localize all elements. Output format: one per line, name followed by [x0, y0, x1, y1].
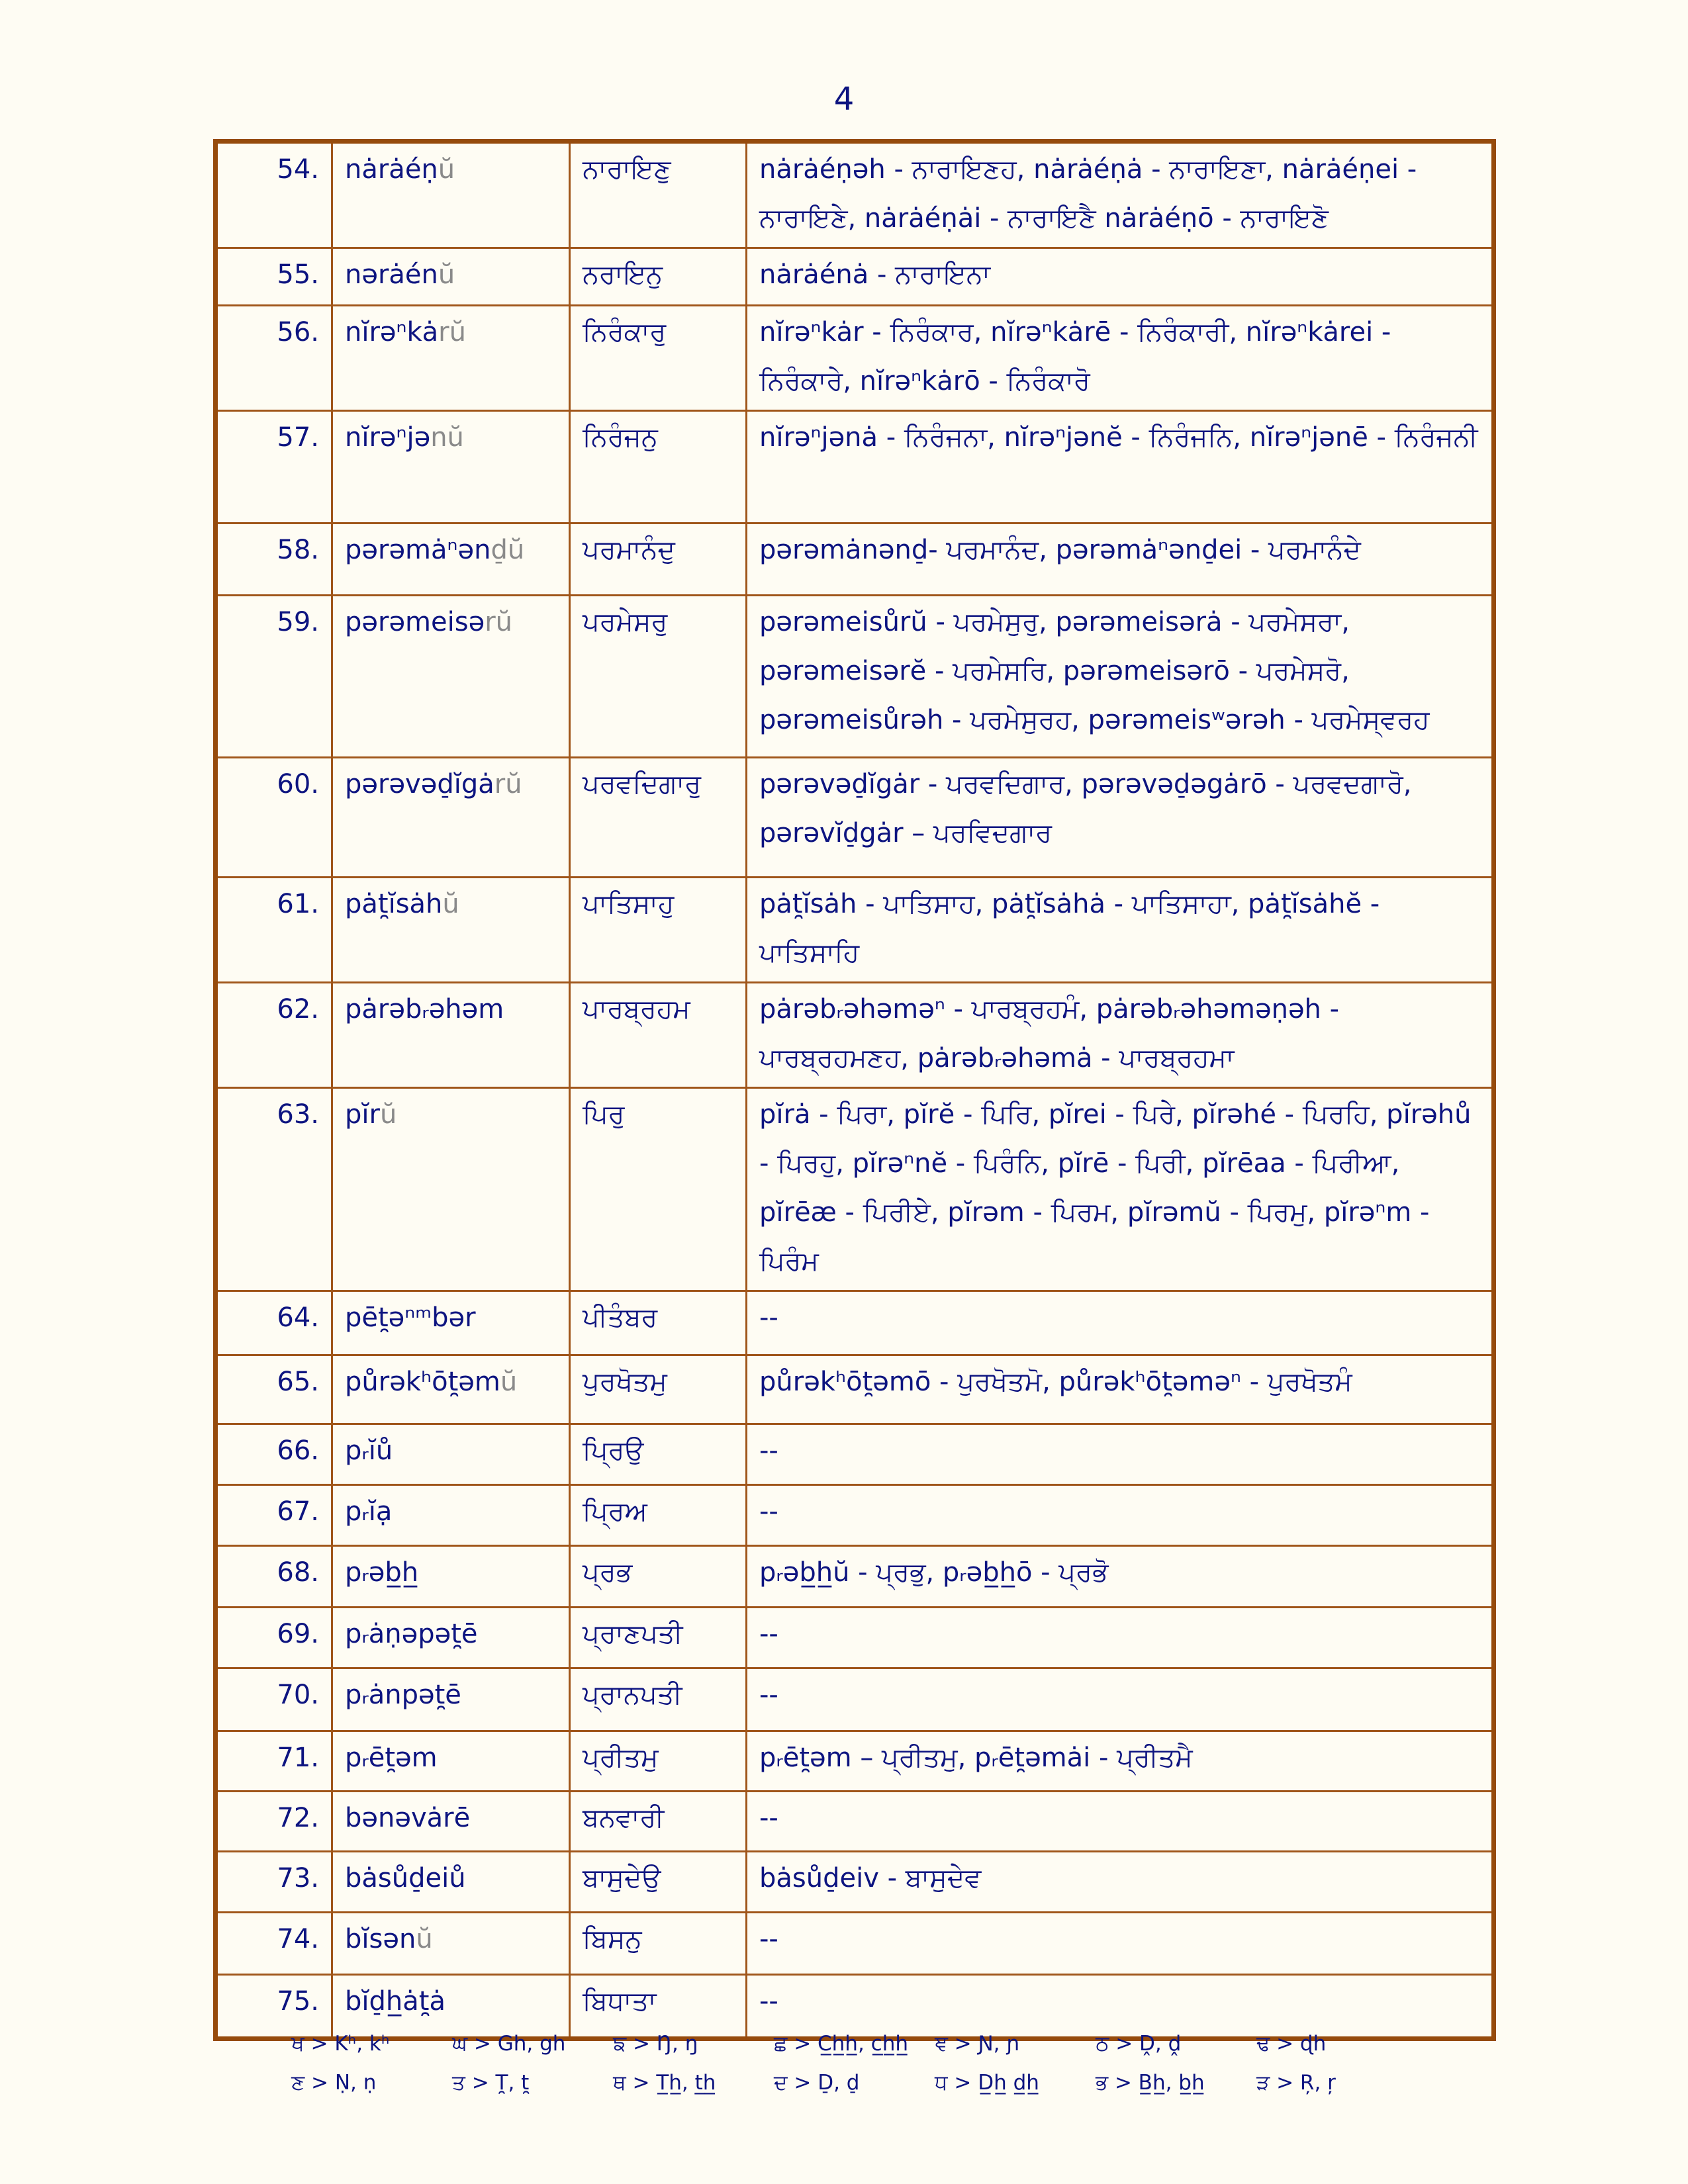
inflected-forms: půrəkʰōt̯əmō - ਪੁਰਖੋਤਮੋ, půrəkʰōt̯əməⁿ - ਪੁਰਖੋਤਮੰ [747, 1355, 1494, 1424]
romanized-ending: d̠ŭ [491, 535, 525, 565]
romanized-term [332, 1668, 570, 1731]
entry-number: 70. [216, 1668, 332, 1731]
inflected-forms: nĭrəⁿjənȧ - ਨਿਰੰਜਨਾ, nĭrəⁿjənĕ - ਨਿਰੰਜਨਿ, nĭrəⁿjənē - ਨਿਰੰਜਨੀ [747, 411, 1494, 523]
romanized-ending: nŭ [430, 422, 464, 453]
legend-item: ਣ > Ṇ, ṇ [291, 2071, 377, 2095]
romanized-ending: rŭ [494, 769, 522, 799]
romanized-stem: pȧt̯ĭsȧh [345, 889, 443, 919]
gurmukhi-term: ਪ੍ਰਾਣਪਤੀ [570, 1608, 747, 1668]
romanized-term [332, 1424, 570, 1485]
romanized-term [332, 1291, 570, 1355]
romanized-term [332, 1608, 570, 1668]
table-row [216, 142, 1494, 248]
gurmukhi-term: ਪਰਮਾਨੰਦੁ [570, 523, 747, 596]
gurmukhi-term: ਨਰਾਇਨੁ [570, 248, 747, 306]
inflected-forms: pᵣəb̲h̲ŭ - ਪ੍ਰਭੁ, pᵣəb̲h̲ō - ਪ੍ਰਭੋ [747, 1546, 1494, 1608]
table-row [216, 1424, 1494, 1485]
legend-item: ਤ > T̯, t̯ [452, 2071, 530, 2095]
inflected-forms: -- [747, 1975, 1494, 2039]
romanized-stem: půrəkʰōt̯əm [345, 1367, 500, 1397]
romanized-stem: pĭr [345, 1099, 380, 1130]
entry-number: 63. [216, 1088, 332, 1291]
romanized-term [332, 1355, 570, 1424]
romanized-stem: pȧrəbᵣəhəm [345, 994, 504, 1024]
table-row [216, 596, 1494, 758]
gurmukhi-term: ਨਾਰਾਇਣੁ [570, 142, 747, 248]
entry-number: 66. [216, 1424, 332, 1485]
romanized-term [332, 1792, 570, 1852]
entry-number: 59. [216, 596, 332, 758]
legend-item: ਙ > Ŋ, ŋ [613, 2032, 698, 2056]
table-row [216, 248, 1494, 306]
table-row [216, 1546, 1494, 1608]
table-row [216, 1608, 1494, 1668]
inflected-forms: pȧt̯ĭsȧh - ਪਾਤਿਸਾਹ, pȧt̯ĭsȧhȧ - ਪਾਤਿਸਾਹਾ, pȧt̯ĭsȧhĕ - ਪਾਤਿਸਾਹਿ [747, 878, 1494, 983]
romanized-term [332, 523, 570, 596]
romanized-term [332, 1975, 570, 2039]
entry-number: 69. [216, 1608, 332, 1668]
inflected-forms: pərəmeisůrŭ - ਪਰਮੇਸੁਰੁ, pərəmeisərȧ - ਪਰਮੇਸਰਾ, pərəmeisərĕ - ਪਰਮੇਸਰਿ, pərəmeisərō - ਪਰਮੇਸਰੋ, pərəmeisůrəh - ਪਰਮੇਸੁਰਹ, pərəmeisʷərəh - ਪਰਮੇਸ੍ਵਰਹ [747, 596, 1494, 758]
romanized-stem: nĭrəⁿkȧ [345, 317, 439, 347]
table-row [216, 1485, 1494, 1546]
gurmukhi-term: ਪ੍ਰਭ [570, 1546, 747, 1608]
inflected-forms: pərəvəd̠ĭgȧr - ਪਰਵਦਿਗਾਰ, pərəvəd̠əgȧrō - ਪਰਵਦਗਾਰੋ, pərəvĭd̠gȧr – ਪਰਵਿਦਗਾਰ [747, 758, 1494, 878]
entry-number: 72. [216, 1792, 332, 1852]
romanized-term [332, 1731, 570, 1792]
inflected-forms: nĭrəⁿkȧr - ਨਿਰੰਕਾਰ, nĭrəⁿkȧrē - ਨਿਰੰਕਾਰੀ, nĭrəⁿkȧrei - ਨਿਰੰਕਾਰੇ, nĭrəⁿkȧrō - ਨਿਰੰਕਾਰੋ [747, 306, 1494, 411]
table-row [216, 1792, 1494, 1852]
romanized-stem: pᵣȧnpət̯ē [345, 1680, 461, 1710]
table-row [216, 758, 1494, 878]
romanized-stem: nĭrəⁿjə [345, 422, 431, 453]
entry-number: 64. [216, 1291, 332, 1355]
entry-number: 57. [216, 411, 332, 523]
legend-item: ਦ > D̠, d̠ [774, 2071, 860, 2095]
romanized-stem: nȧrȧéṇ [345, 154, 438, 185]
romanized-ending: ŭ [379, 1099, 397, 1130]
legend-item: ੜ > Ŗ, ŗ [1256, 2071, 1336, 2095]
inflected-forms: nȧrȧénȧ - ਨਾਰਾਇਨਾ [747, 248, 1494, 306]
romanized-term [332, 306, 570, 411]
inflected-forms: -- [747, 1291, 1494, 1355]
gurmukhi-term: ਬਾਸੁਦੇਉ [570, 1852, 747, 1913]
gurmukhi-term: ਪ੍ਰੀਤਮੁ [570, 1731, 747, 1792]
gurmukhi-term: ਪ੍ਰਿਅ [570, 1485, 747, 1546]
romanized-stem: pᵣĭů [345, 1435, 393, 1466]
romanized-stem: pᵣȧṇəpət̯ē [345, 1619, 478, 1649]
entry-number: 71. [216, 1731, 332, 1792]
legend-item: ਭ > B̲h̲, b̲h̲ [1096, 2071, 1205, 2095]
romanized-term [332, 1913, 570, 1975]
inflected-forms: -- [747, 1424, 1494, 1485]
gurmukhi-term: ਨਿਰੰਕਾਰੁ [570, 306, 747, 411]
romanized-stem: nərȧén [345, 259, 438, 290]
entry-number: 62. [216, 983, 332, 1088]
romanized-term [332, 758, 570, 878]
romanized-ending: ŭ [438, 259, 455, 290]
page-number: 4 [833, 81, 855, 118]
inflected-forms: pərəmȧnənd̠- ਪਰਮਾਨੰਦ, pərəmȧⁿənd̠ei - ਪਰਮਾਨੰਦੇ [747, 523, 1494, 596]
inflected-forms: -- [747, 1792, 1494, 1852]
table-row [216, 1731, 1494, 1792]
table-row [216, 1668, 1494, 1731]
romanized-stem: bĭd̠h̲ȧt̯ȧ [345, 1986, 445, 2017]
romanized-stem: pᵣəb̲h̲ [345, 1557, 419, 1588]
inflected-forms: -- [747, 1913, 1494, 1975]
romanized-term [332, 1485, 570, 1546]
table-row [216, 878, 1494, 983]
entry-number: 58. [216, 523, 332, 596]
gurmukhi-term: ਬਿਸਨੁ [570, 1913, 747, 1975]
romanized-ending: ŭ [500, 1367, 518, 1397]
romanized-ending: ŭ [416, 1924, 433, 1954]
entry-number: 60. [216, 758, 332, 878]
table-row [216, 1913, 1494, 1975]
gurmukhi-term: ਨਿਰੰਜਨੁ [570, 411, 747, 523]
inflected-forms: -- [747, 1485, 1494, 1546]
romanized-stem: pᵣēt̯əm [345, 1743, 438, 1773]
romanized-term [332, 142, 570, 248]
legend-item: ਢ > ɖh [1256, 2032, 1327, 2056]
entry-number: 75. [216, 1975, 332, 2039]
inflected-forms: pȧrəbᵣəhəməⁿ - ਪਾਰਬ੍ਰਹਮੰ, pȧrəbᵣəhəməṇəh - ਪਾਰਬ੍ਰਹਮਣਹ, pȧrəbᵣəhəmȧ - ਪਾਰਬ੍ਰਹਮਾ [747, 983, 1494, 1088]
table-row [216, 1291, 1494, 1355]
table-row [216, 1088, 1494, 1291]
romanized-stem: pᵣĭạ [345, 1496, 393, 1527]
table-row [216, 1852, 1494, 1913]
romanized-ending: rŭ [485, 607, 512, 637]
romanized-term [332, 983, 570, 1088]
romanized-term [332, 878, 570, 983]
entry-number: 74. [216, 1913, 332, 1975]
romanized-term [332, 248, 570, 306]
legend-item: ਧ > D̲h̲ d̲h̲ [935, 2071, 1039, 2095]
entry-number: 73. [216, 1852, 332, 1913]
gurmukhi-term: ਪੁਰਖੋਤਮੁ [570, 1355, 747, 1424]
legend-item: ਛ > C̲h̲h̲, c̲h̲h̲ [774, 2032, 909, 2056]
gurmukhi-term: ਪਾਤਿਸਾਹੁ [570, 878, 747, 983]
romanized-term [332, 411, 570, 523]
gurmukhi-term: ਪਰਵਦਿਗਾਰੁ [570, 758, 747, 878]
romanized-ending: ŭ [442, 889, 459, 919]
romanized-term [332, 1546, 570, 1608]
glossary-table [213, 139, 1496, 2041]
entry-number: 61. [216, 878, 332, 983]
transliteration-legend [291, 2032, 1417, 2095]
romanized-stem: bənəvȧrē [345, 1803, 471, 1833]
romanized-term [332, 1852, 570, 1913]
entry-number: 56. [216, 306, 332, 411]
romanized-stem: bĭsən [345, 1924, 416, 1954]
table-row [216, 411, 1494, 523]
table-row [216, 983, 1494, 1088]
romanized-term [332, 596, 570, 758]
gurmukhi-term: ਪਰਮੇਸਰੁ [570, 596, 747, 758]
romanized-term [332, 1088, 570, 1291]
inflected-forms: -- [747, 1668, 1494, 1731]
inflected-forms: -- [747, 1608, 1494, 1668]
gurmukhi-term: ਪ੍ਰਿਉ [570, 1424, 747, 1485]
romanized-ending: ŭ [438, 154, 455, 185]
gurmukhi-term: ਪਾਰਬ੍ਰਹਮ [570, 983, 747, 1088]
table-row [216, 1355, 1494, 1424]
romanized-stem: pēt̯əⁿᵐbər [345, 1302, 476, 1333]
romanized-ending: rŭ [438, 317, 466, 347]
entry-number: 67. [216, 1485, 332, 1546]
entry-number: 55. [216, 248, 332, 306]
gurmukhi-term: ਬਿਧਾਤਾ [570, 1975, 747, 2039]
table-row [216, 1975, 1494, 2039]
entry-number: 54. [216, 142, 332, 248]
inflected-forms: pᵣēt̯əm – ਪ੍ਰੀਤਮੁ, pᵣēt̯əmȧi - ਪ੍ਰੀਤਮੈ [747, 1731, 1494, 1792]
romanized-stem: pərəmeisə [345, 607, 485, 637]
legend-item: ਥ > T̲h̲, t̲h̲ [613, 2071, 716, 2095]
romanized-stem: pərəmȧⁿən [345, 535, 491, 565]
legend-item: ਘ > Gh, gh [452, 2032, 566, 2056]
inflected-forms: nȧrȧéṇəh - ਨਾਰਾਇਣਹ, nȧrȧéṇȧ - ਨਾਰਾਇਣਾ, nȧrȧéṇei - ਨਾਰਾਇਣੇ, nȧrȧéṇȧi - ਨਾਰਾਇਣੈ nȧrȧéṇō - ਨਾਰਾਇਣੋ [747, 142, 1494, 248]
entry-number: 68. [216, 1546, 332, 1608]
romanized-stem: bȧsůd̠eiů [345, 1863, 466, 1893]
gurmukhi-term: ਪ੍ਰਾਨਪਤੀ [570, 1668, 747, 1731]
table-row [216, 523, 1494, 596]
gurmukhi-term: ਪੀਤੰਬਰ [570, 1291, 747, 1355]
legend-item: ਠ > Ḓ, ḓ [1096, 2032, 1182, 2056]
entry-number: 65. [216, 1355, 332, 1424]
legend-item: ਞ > Ɲ, ɲ [935, 2032, 1020, 2056]
inflected-forms: pĭrȧ - ਪਿਰਾ, pĭrĕ - ਪਿਰਿ, pĭrei - ਪਿਰੇ, pĭrəhé - ਪਿਰਹਿ, pĭrəhů - ਪਿਰਹੁ, pĭrəⁿnĕ - ਪਿਰੰਨਿ, pĭrē - ਪਿਰੀ, pĭrēaa - ਪਿਰੀਆ, pĭrēæ - ਪਿਰੀਏ, pĭrəm - ਪਿਰਮ, pĭrəmŭ - ਪਿਰਮੁ, pĭrəⁿm - ਪਿਰੰਮ [747, 1088, 1494, 1291]
gurmukhi-term: ਪਿਰੁ [570, 1088, 747, 1291]
inflected-forms: bȧsůd̠eiv - ਬਾਸੁਦੇਵ [747, 1852, 1494, 1913]
romanized-stem: pərəvəd̠ĭgȧ [345, 769, 494, 799]
legend-item: ਖ > Kʰ, kʰ [291, 2032, 390, 2056]
gurmukhi-term: ਬਨਵਾਰੀ [570, 1792, 747, 1852]
table-row [216, 306, 1494, 411]
